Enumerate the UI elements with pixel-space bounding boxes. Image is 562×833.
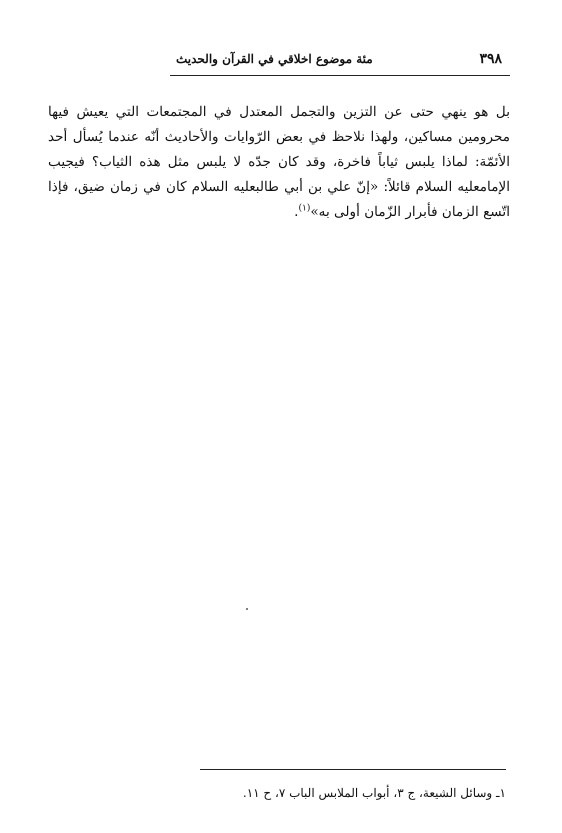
page-header [176,51,506,73]
footnote [150,784,506,802]
stray-dot [246,608,248,610]
body-paragraph-text: بل هو ينهي حتى عن التزين والتجمل المعتدل في المجتمعات التي يعيش فيها محرومين مساكين، ولهذا نلاحظ في بعض الرّوايات والأحاديث أنّه عندما يُسأل أحد الأئمّة: لماذا يلبس ثياباً فاخرة، وقد كان جدّه لا يلبس مثل هذه الثياب؟ فيجيب الإمامعليه السلام قائلاً: «إنّ علي بن أبي طالبعليه السلام كان في زمان ضيق، فإذا اتّسع الزمان فأبرار الزّمان أولى به» [48,104,510,220]
footnote-rule [200,769,506,770]
header-rule [170,75,510,76]
running-title: مئة موضوع اخلاقي في القرآن والحديث [176,52,373,66]
page-number: ۳۹۸ [479,51,502,67]
body-text [48,100,510,225]
body-paragraph: بل هو ينهي حتى عن التزين والتجمل المعتدل في المجتمعات التي يعيش فيها محرومين مساكين، ولهذا نلاحظ في بعض الرّوايات والأحاديث أنّه عندما يُسأل أحد الأئمّة: لماذا يلبس ثياباً فاخرة، وقد كان جدّه لا يلبس مثل هذه الثياب؟ فيجيب الإمامعليه السلام قائلاً: «إنّ علي بن أبي طالبعليه السلام كان في زمان ضيق، فإذا اتّسع الزمان فأبرار الزّمان أولى به»$^{(۱)}$. [48,104,510,220]
footnote-text: ۱ـ وسائل الشيعة، ج ۳، أبواب الملابس الباب ۷، ح ۱۱. [242,786,506,800]
footnote-reference[interactable]: (۱) [298,203,311,214]
